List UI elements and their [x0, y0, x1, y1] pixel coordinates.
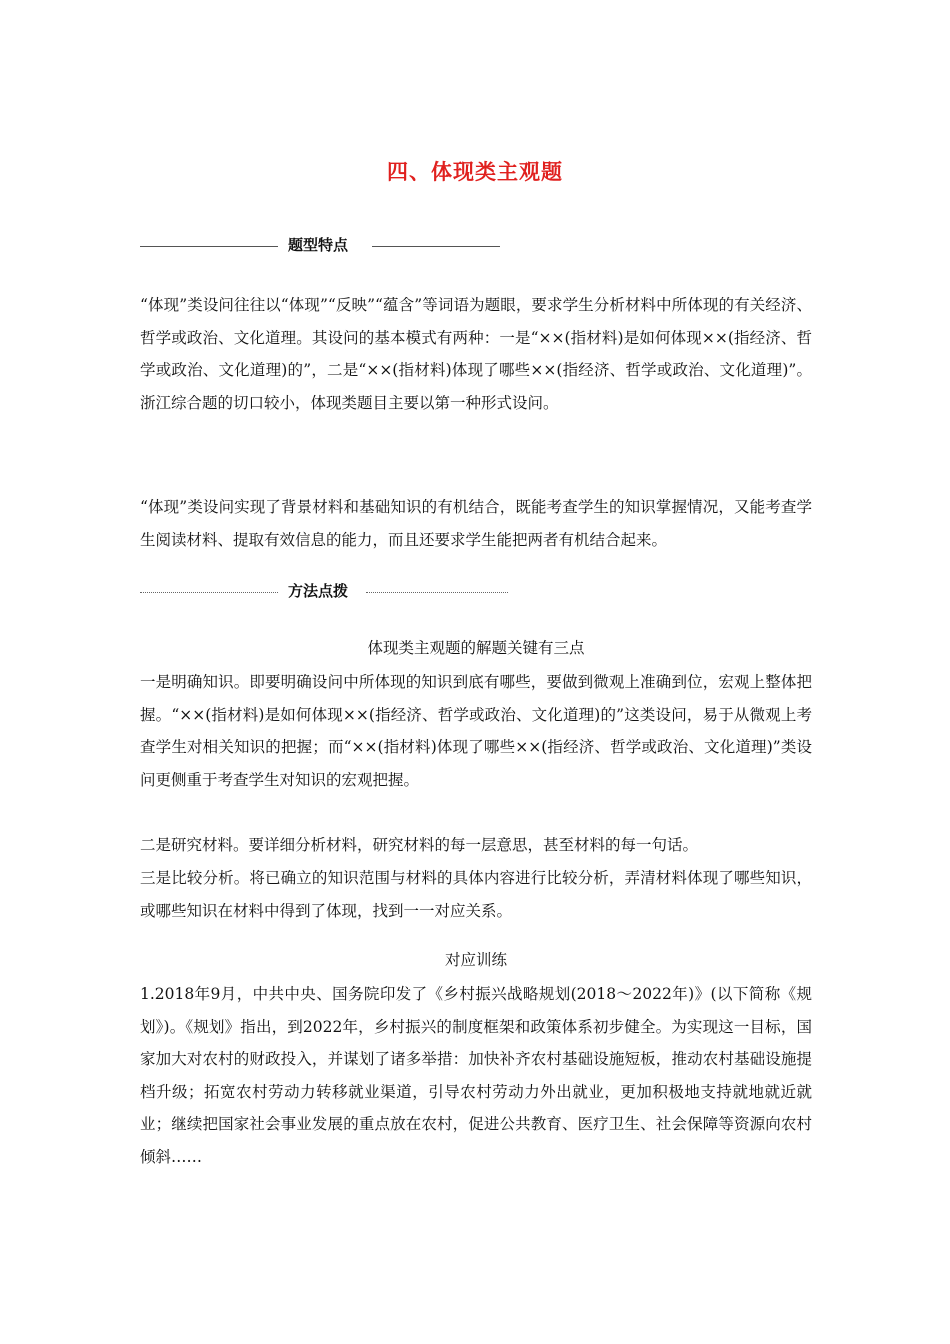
- section-heading-features: [140, 234, 510, 258]
- features-paragraph-1: “体现”类设问往往以“体现”“反映”“蕴含”等词语为题眼，要求学生分析材料中所体现的有关经济、哲学或政治、文化道理。其设问的基本模式有两种：一是“××(指材料)是如何体现××(指经济、哲学或政治、文化道理)的”，二是“××(指材料)体现了哪些××(指经济、哲学或政治、文化道理)”。浙江综合题的切口较小，体现类题目主要以第一种形式设问。: [140, 296, 812, 412]
- heading-rule-right: [372, 246, 500, 247]
- heading-rule-right: [366, 592, 508, 593]
- heading-rule-left: [140, 592, 278, 593]
- page-title: 四、体现类主观题: [387, 160, 563, 184]
- practice-question-1: 1.2018年9月，中共中央、国务院印发了《乡村振兴战略规划(2018～2022年)》(以下简称《规划》)。《规划》指出，到2022年，乡村振兴的制度框架和政策体系初步健全。为实现这一目标，国家加大对农村的财政投入，并谋划了诸多举措：加快补齐农村基础设施短板，推动农村基础设施提档升级；拓宽农村劳动力转移就业渠道，引导农村劳动力外出就业，更加积极地支持就地就近就业；继续把国家社会事业发展的重点放在农村，促进公共教育、医疗卫生、社会保障等资源向农村倾斜……: [140, 985, 812, 1166]
- section-heading-label: 题型特点: [288, 236, 349, 254]
- practice-subtitle: 对应训练: [444, 951, 507, 969]
- section-heading-label: 方法点拨: [288, 582, 349, 600]
- section-heading-method: [140, 580, 510, 604]
- method-subtitle: 体现类主观题的解题关键有三点: [367, 639, 585, 657]
- heading-rule-left: [140, 246, 278, 247]
- method-point-2: 二是研究材料。要详细分析材料，研究材料的每一层意思，甚至材料的每一句话。: [140, 836, 699, 854]
- method-point-1: 一是明确知识。即要明确设问中所体现的知识到底有哪些，要做到微观上准确到位，宏观上整体把握。“××(指材料)是如何体现××(指经济、哲学或政治、文化道理)的”这类设问，易于从微观上考查学生对相关知识的把握；而“××(指材料)体现了哪些××(指经济、哲学或政治、文化道理)”类设问更侧重于考查学生对知识的宏观把握。: [140, 673, 812, 789]
- method-point-3: 三是比较分析。将已确立的知识范围与材料的具体内容进行比较分析，弄清材料体现了哪些知识，或哪些知识在材料中得到了体现，找到一一对应关系。: [140, 869, 812, 920]
- features-paragraph-2: “体现”类设问实现了背景材料和基础知识的有机结合，既能考查学生的知识掌握情况，又能考查学生阅读材料、提取有效信息的能力，而且还要求学生能把两者有机结合起来。: [140, 498, 812, 549]
